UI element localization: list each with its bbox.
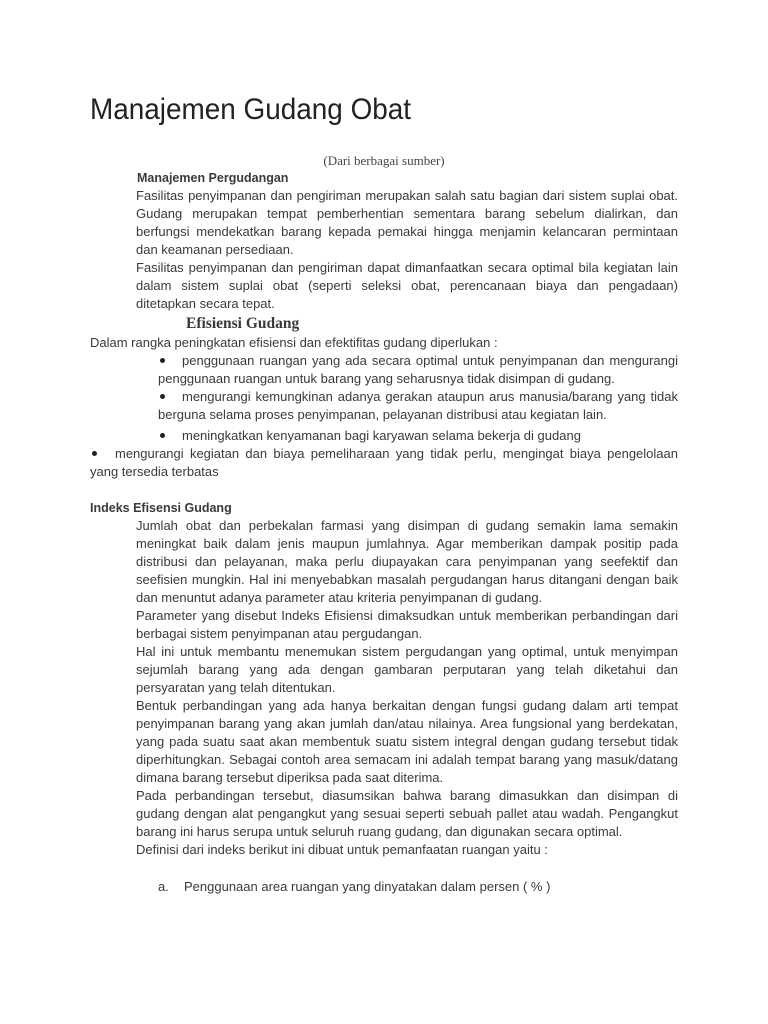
paragraph: Hal ini untuk membantu menemukan sistem pergudangan yang optimal, untuk menyimpan sejumlah barang yang ada dengan gambaran perputaran yang telah diketahui dan persyaratan yang telah ditentukan. (136, 644, 678, 695)
bullet-item: mengurangi kemungkinan adanya gerakan ataupun arus manusia/barang yang tidak berguna selama proses penyimpanan, pelayanan distribusi atau kegiatan lain. (158, 389, 678, 422)
section-intro: Dalam rangka peningkatan efisiensi dan efektifitas gudang diperlukan : (90, 335, 498, 350)
section-heading-indeks-efisiensi-gudang: Indeks Efisensi Gudang (90, 501, 232, 515)
list-marker: a. (158, 879, 169, 894)
paragraph: Definisi dari indeks berikut ini dibuat untuk pemanfaatan ruangan yaitu : (136, 842, 548, 857)
bullet-item: mengurangi kegiatan dan biaya pemeliharaan yang tidak perlu, mengingat biaya pengelolaan yang tersedia terbatas (90, 446, 678, 479)
section-body-manajemen-pergudangan (136, 187, 678, 313)
paragraph: Jumlah obat dan perbekalan farmasi yang disimpan di gudang semakin lama semakin meningkat baik dalam jenis maupun jumlahnya. Agar memberikan dampak positip pada distribusi dan pelayanan, maka perlu diupayakan cara penyimpanan yang seefektif dan seefisien mungkin. Hal ini menyebabkan masalah pergudangan harus ditangani dengan baik dan menuntut adanya parameter atau kriteria penyimpanan di gudang. (136, 518, 678, 605)
paragraph: Pada perbandingan tersebut, diasumsikan bahwa barang dimasukkan dan disimpan di gudang dengan alat pengangkut yang sesuai seperti sebuah pallet atau wadah. Pengangkut barang ini harus serupa untuk seluruh ruang gudang, dan digunakan secara optimal. (136, 788, 678, 839)
document-title: Manajemen Gudang Obat (90, 93, 412, 126)
list-item: Penggunaan area ruangan yang dinyatakan dalam persen ( % ) (184, 879, 551, 894)
bullet-item: penggunaan ruangan yang ada secara optimal untuk penyimpanan dan mengurangi penggunaan ruangan untuk barang yang seharusnya tidak disimpan di gudang. (158, 353, 678, 386)
section-heading-efisiensi-gudang: Efisiensi Gudang (186, 315, 300, 332)
source-note: (Dari berbagai sumber) (323, 153, 445, 168)
section-body-indeks-efisiensi-gudang (136, 517, 678, 859)
section-heading-manajemen-pergudangan: Manajemen Pergudangan (137, 171, 289, 185)
bullet-item: meningkatkan kenyamanan bagi karyawan selama bekerja di gudang (182, 428, 581, 443)
paragraph: Bentuk perbandingan yang ada hanya berkaitan dengan fungsi gudang dalam arti tempat penyimpanan barang yang akan jumlah dan/atau nilainya. Area fungsional yang berdekatan, yang pada suatu saat akan membentuk suatu sistem integral dengan gudang tersebut tidak diperhitungkan. Sebagai contoh area semacam ini adalah tempat barang yang masuk/datang dimana barang tersebut diperiksa pada saat diterima. (136, 698, 678, 785)
paragraph: Fasilitas penyimpanan dan pengiriman dapat dimanfaatkan secara optimal bila kegiatan lain dalam sistem suplai obat (seperti seleksi obat, perencanaan biaya dan pengadaan) ditetapkan secara tepat. (136, 260, 678, 311)
paragraph: Parameter yang disebut Indeks Efisiensi dimaksudkan untuk memberikan perbandingan dari berbagai sistem penyimpanan atau pergudangan. (136, 608, 678, 641)
paragraph: Fasilitas penyimpanan dan pengiriman merupakan salah satu bagian dari sistem suplai obat. Gudang merupakan tempat pemberhentian sementara barang sebelum dialirkan, dan berfungsi mendekatkan barang kepada pemakai hingga menjamin kelancaran permintaan dan keamanan persediaan. (136, 188, 678, 257)
